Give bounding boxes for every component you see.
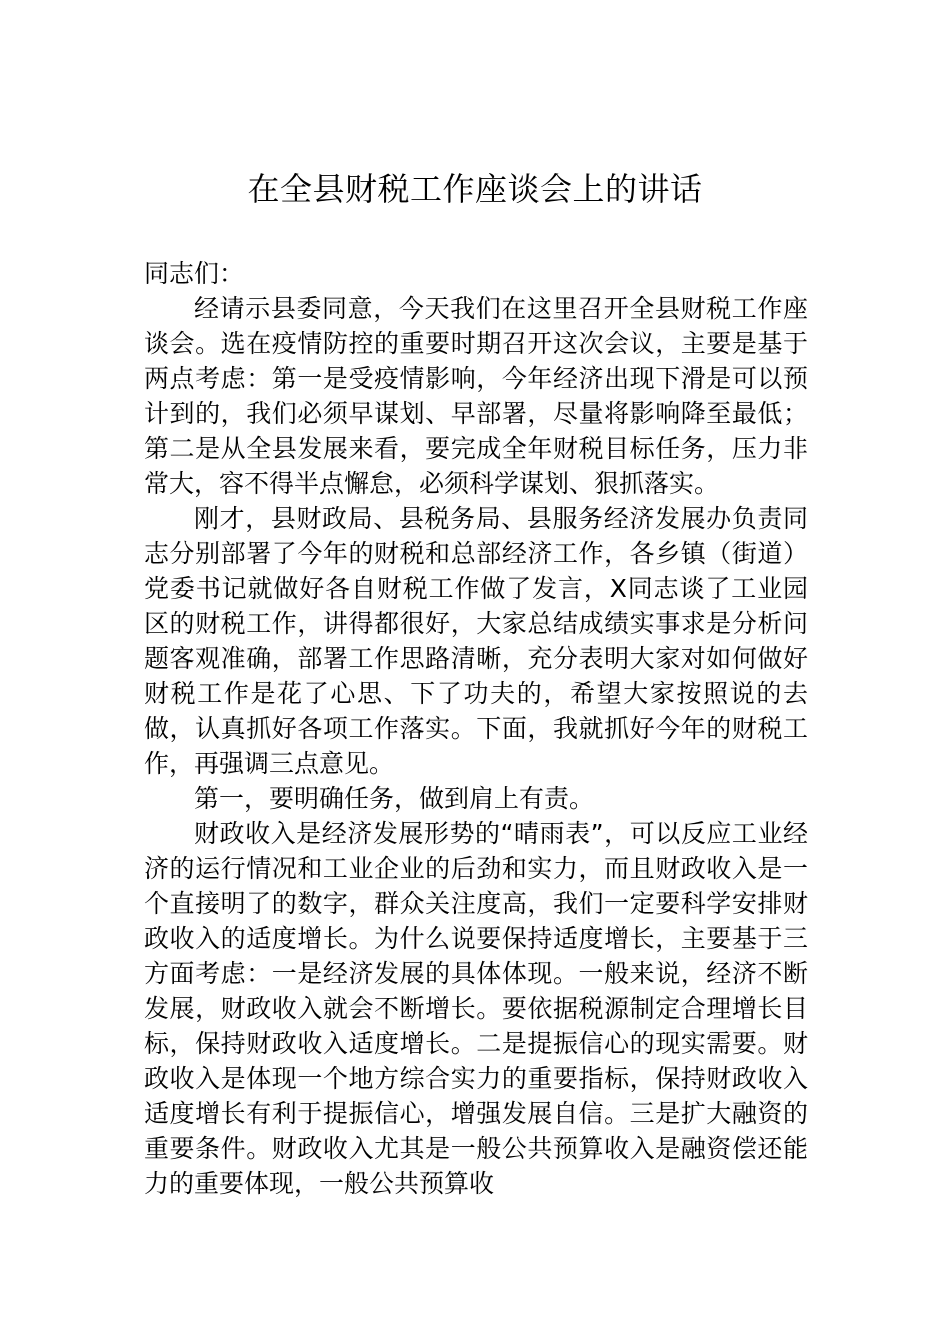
salutation: 同志们：	[144, 259, 245, 288]
section-paragraph: 财政收入是经济发展形势的“晴雨表”，可以反应工业经济的运行情况和工业企业的后劲和实力，而且财政收入是一个直接明了的数字，群众关注度高，我们一定要科学安排财政收入的适度增长。为什么说要保持适度增长，主要基于三方面考虑：一是经济发展的具体体现。一般来说，经济不断发展，财政收入就会不断增长。要依据税源制定合理增长目标，保持财政收入适度增长。二是提振信心的现实需要。财政收入是体现一个地方综合实力的重要指标，保持财政收入适度增长有利于提振信心，增强发展自信。三是扩大融资的重要条件。财政收入尤其是一般公共预算收入是融资偿还能力的重要体现，一般公共预算收	[144, 819, 808, 1198]
paragraph-opening: 经请示县委同意，今天我们在这里召开全县财税工作座谈会。选在疫情防控的重要时期召开这次会议，主要是基于两点考虑：第一是受疫情影响，今年经济出现下滑是可以预计到的，我们必须早谋划、早部署，尽量将影响降至最低；第二是从全县发展来看，要完成全年财税目标任务，压力非常大，容不得半点懈怠，必须科学谋划、狠抓落实。	[144, 294, 808, 498]
document-body	[144, 256, 808, 1201]
paragraph-summary: 刚才，县财政局、县税务局、县服务经济发展办负责同志分别部署了今年的财税和总部经济工作，各乡镇（街道）党委书记就做好各自财税工作做了发言，X同志谈了工业园区的财税工作，讲得都很好，大家总结成绩实事求是分析问题客观准确，部署工作思路清晰，充分表明大家对如何做好财税工作是花了心思、下了功夫的，希望大家按照说的去做，认真抓好各项工作落实。下面，我就抓好今年的财税工作，再强调三点意见。	[144, 504, 808, 778]
document-title: 在全县财税工作座谈会上的讲话	[247, 170, 703, 208]
section-heading: 第一，要明确任务，做到肩上有责。	[194, 784, 595, 813]
